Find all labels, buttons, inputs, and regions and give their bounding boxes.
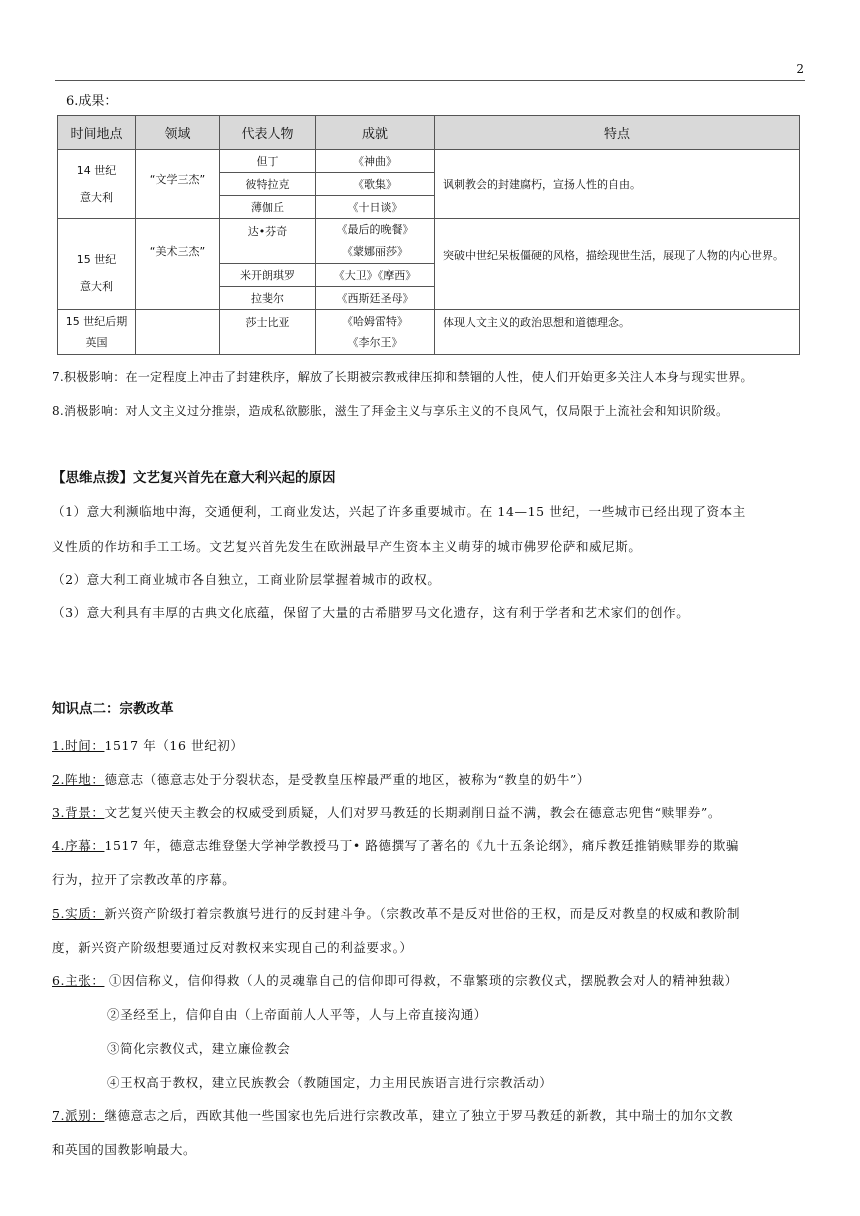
- claim-item: ③简化宗教仪式，建立廉俭教会: [107, 1041, 291, 1056]
- kp2-item: 7.派别：继德意志之后，西欧其他一些国家也先后进行宗教改革，建立了独立于罗马教廷的新教，其中瑞士的加尔文教: [52, 1108, 734, 1123]
- claim-item: ④王权高于教权，建立民族教会（教随国定，力主用民族语言进行宗教活动）: [107, 1075, 553, 1090]
- table-row: [58, 219, 800, 264]
- section-6-label: 6.成果：: [66, 94, 118, 109]
- header-rule: [55, 80, 805, 81]
- kp2-item: 1.时间：1517 年（16 世纪初）: [52, 738, 244, 753]
- kp2-item: 5.实质：新兴资产阶级打着宗教旗号进行的反封建斗争。（宗教改革不是反对世俗的王权，而是反对教皇的权威和教阶制: [52, 906, 741, 921]
- kp2-title: 知识点二：宗教改革: [52, 701, 174, 717]
- work-cell: 《大卫》《摩西》: [316, 264, 435, 287]
- person-cell: 达•芬奇: [220, 219, 316, 264]
- feature-cell: 突破中世纪呆板僵硬的风格，描绘现世生活，展现了人物的内心世界。: [435, 219, 800, 310]
- thinking-p2: （2）意大利工商业城市各自独立，工商业阶层掌握着城市的政权。: [52, 572, 441, 587]
- feature-cell: 讽刺教会的封建腐朽，宣扬人性的自由。: [435, 150, 800, 219]
- field-cell: “美术三杰”: [136, 219, 220, 310]
- header-cell: 代表人物: [220, 116, 316, 150]
- field-cell: [136, 310, 220, 355]
- header-cell: 时间地点: [58, 116, 136, 150]
- thinking-p1-line2: 义性质的作坊和手工工场。文艺复兴首先发生在欧洲最早产生资本主义萌芽的城市佛罗伦萨和威尼斯。: [52, 539, 642, 554]
- thinking-p3: （3）意大利具有丰厚的古典文化底蕴，保留了大量的古希腊罗马文化遗存，这有利于学者和艺术家们的创作。: [52, 605, 690, 620]
- person-cell: 薄伽丘: [220, 196, 316, 219]
- table-header-row: [58, 116, 800, 150]
- kp2-item: 2.阵地：德意志（德意志处于分裂状态，是受教皇压榨最严重的地区，被称为“教皇的奶牛”）: [52, 772, 591, 787]
- thinking-p1-line1: （1）意大利濒临地中海，交通便利，工商业发达，兴起了许多重要城市。在 14—15 世纪，一些城市已经出现了资本主: [52, 504, 746, 519]
- header-cell: 成就: [316, 116, 435, 150]
- kp2-item-cont: 和英国的国教影响最大。: [52, 1142, 197, 1157]
- kp2-item-cont: 行为，拉开了宗教改革的序幕。: [52, 872, 236, 887]
- feature-cell: 体现人文主义的政治思想和道德理念。: [435, 310, 800, 355]
- person-cell: 但丁: [220, 150, 316, 173]
- para-negative-impact: 8.消极影响：对人文主义过分推崇，造成私欲膨胀，滋生了拜金主义与享乐主义的不良风气，仅局限于上流社会和知识阶级。: [52, 404, 729, 418]
- kp2-item-cont: 度，新兴资产阶级想要通过反对教权来实现自己的利益要求。）: [52, 940, 413, 955]
- header-cell: 特点: [435, 116, 800, 150]
- place-cell: 14 世纪 意大利: [58, 150, 136, 219]
- work-cell: 《歌集》: [316, 173, 435, 196]
- page-number: 2: [796, 62, 804, 76]
- place-cell: 15 世纪 意大利: [58, 219, 136, 310]
- achievements-table: [57, 115, 800, 355]
- table-row: [58, 150, 800, 173]
- kp2-item: 3.背景：文艺复兴使天主教会的权威受到质疑，人们对罗马教廷的长期剥削日益不满，教会在德意志兜售“赎罪券”。: [52, 805, 722, 820]
- work-cell: 《神曲》: [316, 150, 435, 173]
- thinking-title: 【思维点拨】文艺复兴首先在意大利兴起的原因: [52, 470, 336, 486]
- kp2-item: 6.主张： ①因信称义，信仰得救（人的灵魂靠自己的信仰即可得救，不靠繁琐的宗教仪式，摆脱教会对人的精神独裁）: [52, 973, 738, 988]
- person-cell: 米开朗琪罗: [220, 264, 316, 287]
- para-positive-impact: 7.积极影响：在一定程度上冲击了封建秩序，解放了长期被宗教戒律压抑和禁锢的人性，使人们开始更多关注人本身与现实世界。: [52, 370, 753, 384]
- person-cell: 拉斐尔: [220, 287, 316, 310]
- place-cell: 15 世纪后期 英国: [58, 310, 136, 355]
- table-row: [58, 310, 800, 355]
- field-cell: “文学三杰”: [136, 150, 220, 219]
- work-cell: 《哈姆雷特》 《李尔王》: [316, 310, 435, 355]
- work-cell: 《十日谈》: [316, 196, 435, 219]
- person-cell: 彼特拉克: [220, 173, 316, 196]
- header-cell: 领域: [136, 116, 220, 150]
- work-cell: 《西斯廷圣母》: [316, 287, 435, 310]
- claim-item: ②圣经至上，信仰自由（上帝面前人人平等，人与上帝直接沟通）: [107, 1007, 487, 1022]
- work-cell: 《最后的晚餐》 《蒙娜丽莎》: [316, 219, 435, 264]
- kp2-item: 4.序幕：1517 年，德意志维登堡大学神学教授马丁• 路德撰写了著名的《九十五条论纲》，痛斥教廷推销赎罪券的欺骗: [52, 838, 740, 853]
- person-cell: 莎士比亚: [220, 310, 316, 355]
